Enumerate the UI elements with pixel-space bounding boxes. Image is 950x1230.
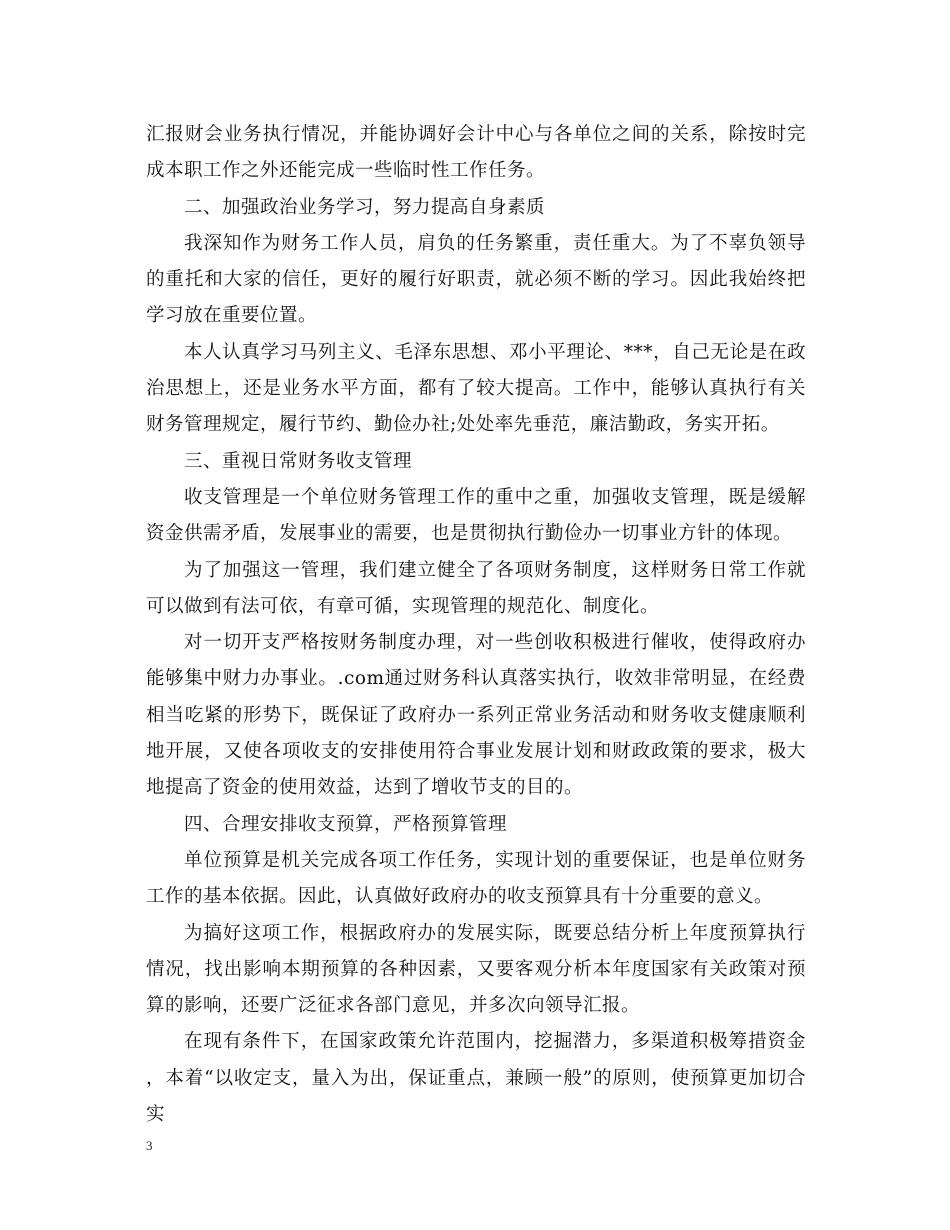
page-number: 3: [146, 1138, 153, 1153]
paragraph: 本人认真学习马列主义、毛泽东思想、邓小平理论、***，自己无论是在政治思想上，还是业务水平方面，都有了较大提高。工作中，能够认真执行有关财务管理规定，履行节约、勤俭办社;处处率先垂范，廉洁勤政，务实开拓。: [146, 341, 806, 436]
section-heading-2: 二、加强政治业务学习，努力提高自身素质: [184, 196, 546, 218]
paragraph: 对一切开支严格按财务制度办理，对一些创收积极进行催收，使得政府办能够集中财力办事业。.com通过财务科认真落实执行，收效非常明显，在经费相当吃紧的形势下，既保证了政府办一系列正常业务活动和财务收支健康顺利地开展，又使各项收支的安排使用符合事业发展计划和财政政策的要求，极大地提高了资金的使用效益，达到了增收节支的目的。: [146, 632, 806, 799]
paragraph: 单位预算是机关完成各项工作任务，实现计划的重要保证，也是单位财务工作的基本依据。因此，认真做好政府办的收支预算具有十分重要的意义。: [146, 849, 806, 908]
paragraph: 收支管理是一个单位财务管理工作的重中之重，加强收支管理，既是缓解资金供需矛盾，发展事业的需要，也是贯彻执行勤俭办一切事业方针的体现。: [146, 486, 806, 545]
paragraph: 在现有条件下，在国家政策允许范围内，挖掘潜力，多渠道积极筹措资金，本着“以收定支，量入为出，保证重点，兼顾一般”的原则，使预算更加切合实: [146, 1031, 806, 1126]
document-body: [146, 117, 806, 1133]
section-heading-3: 三、重视日常财务收支管理: [184, 450, 413, 472]
paragraph-continuation: 汇报财会业务执行情况，并能协调好会计中心与各单位之间的关系，除按时完成本职工作之外还能完成一些临时性工作任务。: [146, 124, 806, 182]
paragraph: 为了加强这一管理，我们建立健全了各项财务制度，这样财务日常工作就可以做到有法可依，有章可循，实现管理的规范化、制度化。: [146, 559, 806, 617]
section-heading-4: 四、合理安排收支预算，严格预算管理: [184, 813, 508, 835]
paragraph: 我深知作为财务工作人员，肩负的任务繁重，责任重大。为了不辜负领导的重托和大家的信任，更好的履行好职责，就必须不断的学习。因此我始终把学习放在重要位置。: [146, 232, 806, 327]
paragraph: 为搞好这项工作，根据政府办的发展实际，既要总结分析上年度预算执行情况，找出影响本期预算的各种因素，又要客观分析本年度国家有关政策对预算的影响，还要广泛征求各部门意见，并多次向领导汇报。: [146, 922, 806, 1017]
